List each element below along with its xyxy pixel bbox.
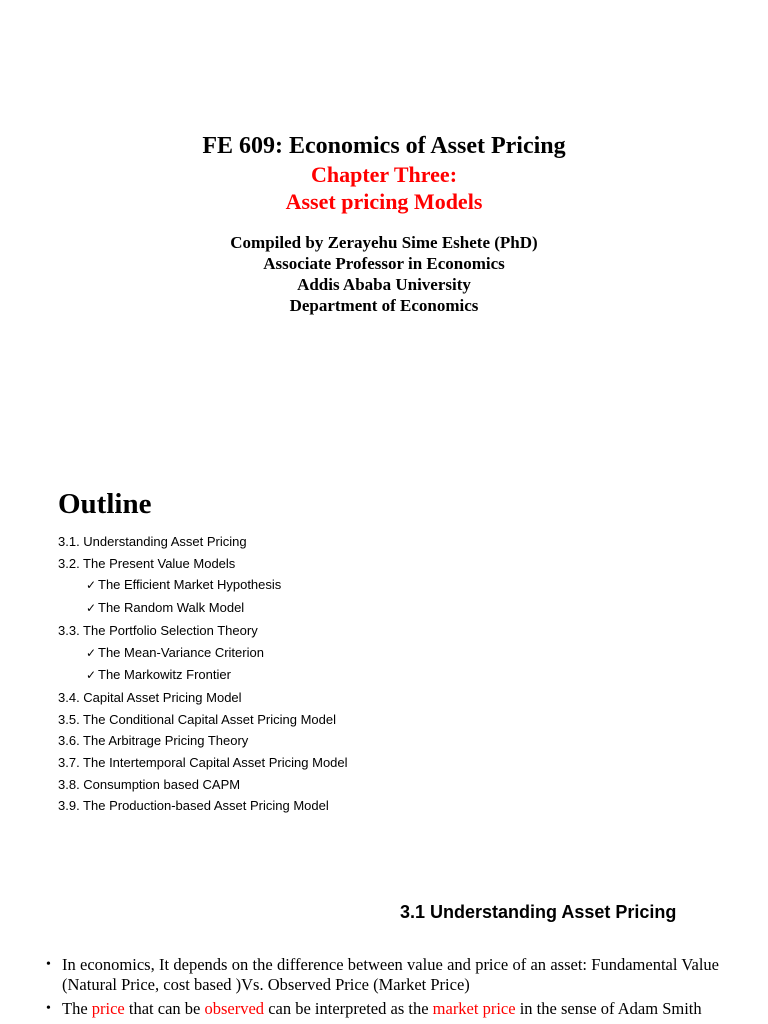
highlight-term: price	[91, 999, 125, 1018]
author-block	[0, 232, 768, 316]
outline-item: 3.7. The Intertemporal Capital Asset Pricing Model	[58, 755, 348, 771]
outline-heading: Outline	[58, 488, 152, 520]
outline-item: 3.1. Understanding Asset Pricing	[58, 534, 247, 549]
highlight-term: observed	[204, 999, 265, 1018]
outline-item: 3.6. The Arbitrage Pricing Theory	[58, 733, 249, 749]
outline-item: 3.9. The Production-based Asset Pricing Model	[58, 798, 329, 814]
bullet-icon: •	[46, 957, 51, 972]
outline-item: 3.3. The Portfolio Selection Theory	[58, 622, 258, 638]
bullet-item: • In economics, It depends on the difference between value and price of an asset: Fundamental Value (Natural Price, cost based )Vs. Observed Price (Market Price)	[46, 955, 719, 994]
outline-subitem: ✓ The Markowitz Frontier	[58, 664, 348, 687]
checkmark-icon: ✓	[86, 645, 97, 660]
chapter-title: Chapter Three:	[310, 162, 458, 187]
outline-list	[58, 531, 348, 817]
title-block	[0, 131, 768, 215]
author-position: Associate Professor in Economics	[263, 254, 505, 273]
bullet-item: • The price that can be observed can be interpreted as the market price in the sense of Adam Smith	[46, 999, 702, 1018]
outline-subitem: ✓ The Mean-Variance Criterion	[58, 642, 348, 665]
outline-item: 3.4. Capital Asset Pricing Model	[58, 689, 242, 705]
outline-item: 3.2. The Present Value Models	[58, 555, 236, 571]
checkmark-icon: ✓	[86, 668, 97, 683]
outline-subitem: ✓ The Efficient Market Hypothesis	[58, 574, 348, 597]
outline-item: 3.8. Consumption based CAPM	[58, 776, 241, 792]
author-name: Compiled by Zerayehu Sime Eshete (PhD)	[230, 233, 538, 252]
course-title: FE 609: Economics of Asset Pricing	[202, 133, 566, 159]
author-university: Addis Ababa University	[297, 275, 471, 294]
author-department: Department of Economics	[289, 296, 479, 315]
checkmark-icon: ✓	[86, 578, 97, 593]
checkmark-icon: ✓	[86, 601, 97, 616]
bullet-list	[46, 955, 719, 1023]
highlight-term: market price	[432, 999, 516, 1018]
bullet-icon: •	[46, 1001, 51, 1016]
outline-subitem: ✓ The Random Walk Model	[58, 597, 348, 620]
section-heading: 3.1 Understanding Asset Pricing	[400, 902, 677, 922]
chapter-subtitle: Asset pricing Models	[285, 189, 483, 214]
outline-item: 3.5. The Conditional Capital Asset Pricing Model	[58, 711, 336, 727]
